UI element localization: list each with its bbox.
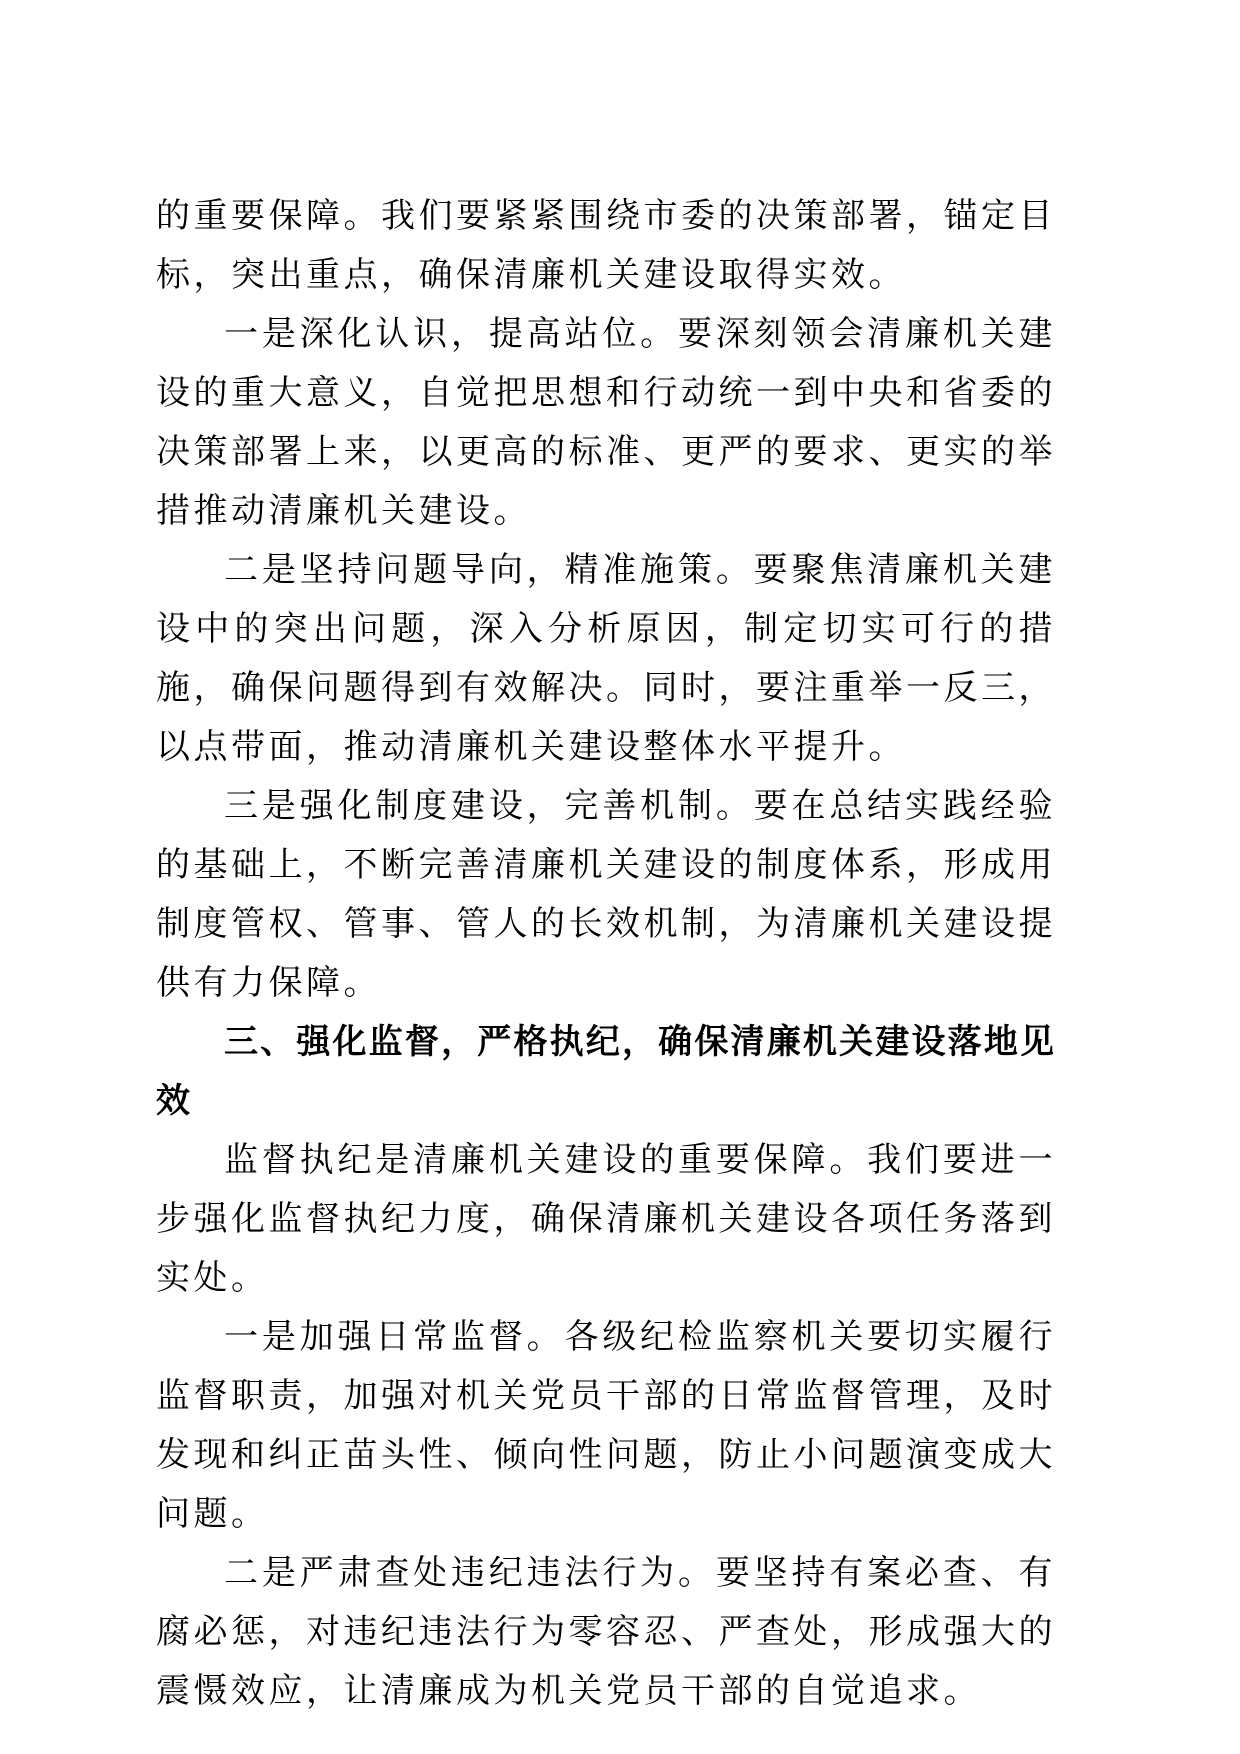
- paragraph-supervision-intro: 监督执纪是清廉机关建设的重要保障。我们要进一步强化监督执纪力度，确保清廉机关建设各项任务落到实处。: [156, 1140, 1056, 1298]
- document-body: [156, 187, 1056, 1721]
- section-heading-three: 三、强化监督，严格执纪，确保清廉机关建设落地见效: [156, 1022, 1056, 1121]
- paragraph-daily-supervision: 一是加强日常监督。各级纪检监察机关要切实履行监督职责，加强对机关党员干部的日常监督管理，及时发现和纠正苗头性、倾向性问题，防止小问题演变成大问题。: [156, 1317, 1056, 1534]
- paragraph-investigate-violations: 二是严肃查处违纪违法行为。要坚持有案必查、有腐必惩，对违纪违法行为零容忍、严查处，形成强大的震慑效应，让清廉成为机关党员干部的自觉追求。: [156, 1553, 1056, 1711]
- paragraph-problem-orientation: 二是坚持问题导向，精准施策。要聚焦清廉机关建设中的突出问题，深入分析原因，制定切实可行的措施，确保问题得到有效解决。同时，要注重举一反三，以点带面，推动清廉机关建设整体水平提升。: [156, 550, 1056, 767]
- paragraph-continuation: 的重要保障。我们要紧紧围绕市委的决策部署，锚定目标，突出重点，确保清廉机关建设取得实效。: [156, 196, 1056, 295]
- paragraph-institution-building: 三是强化制度建设，完善机制。要在总结实践经验的基础上，不断完善清廉机关建设的制度体系，形成用制度管权、管事、管人的长效机制，为清廉机关建设提供有力保障。: [156, 786, 1056, 1003]
- paragraph-deepen-understanding: 一是深化认识，提高站位。要深刻领会清廉机关建设的重大意义，自觉把思想和行动统一到中央和省委的决策部署上来，以更高的标准、更严的要求、更实的举措推动清廉机关建设。: [156, 314, 1056, 531]
